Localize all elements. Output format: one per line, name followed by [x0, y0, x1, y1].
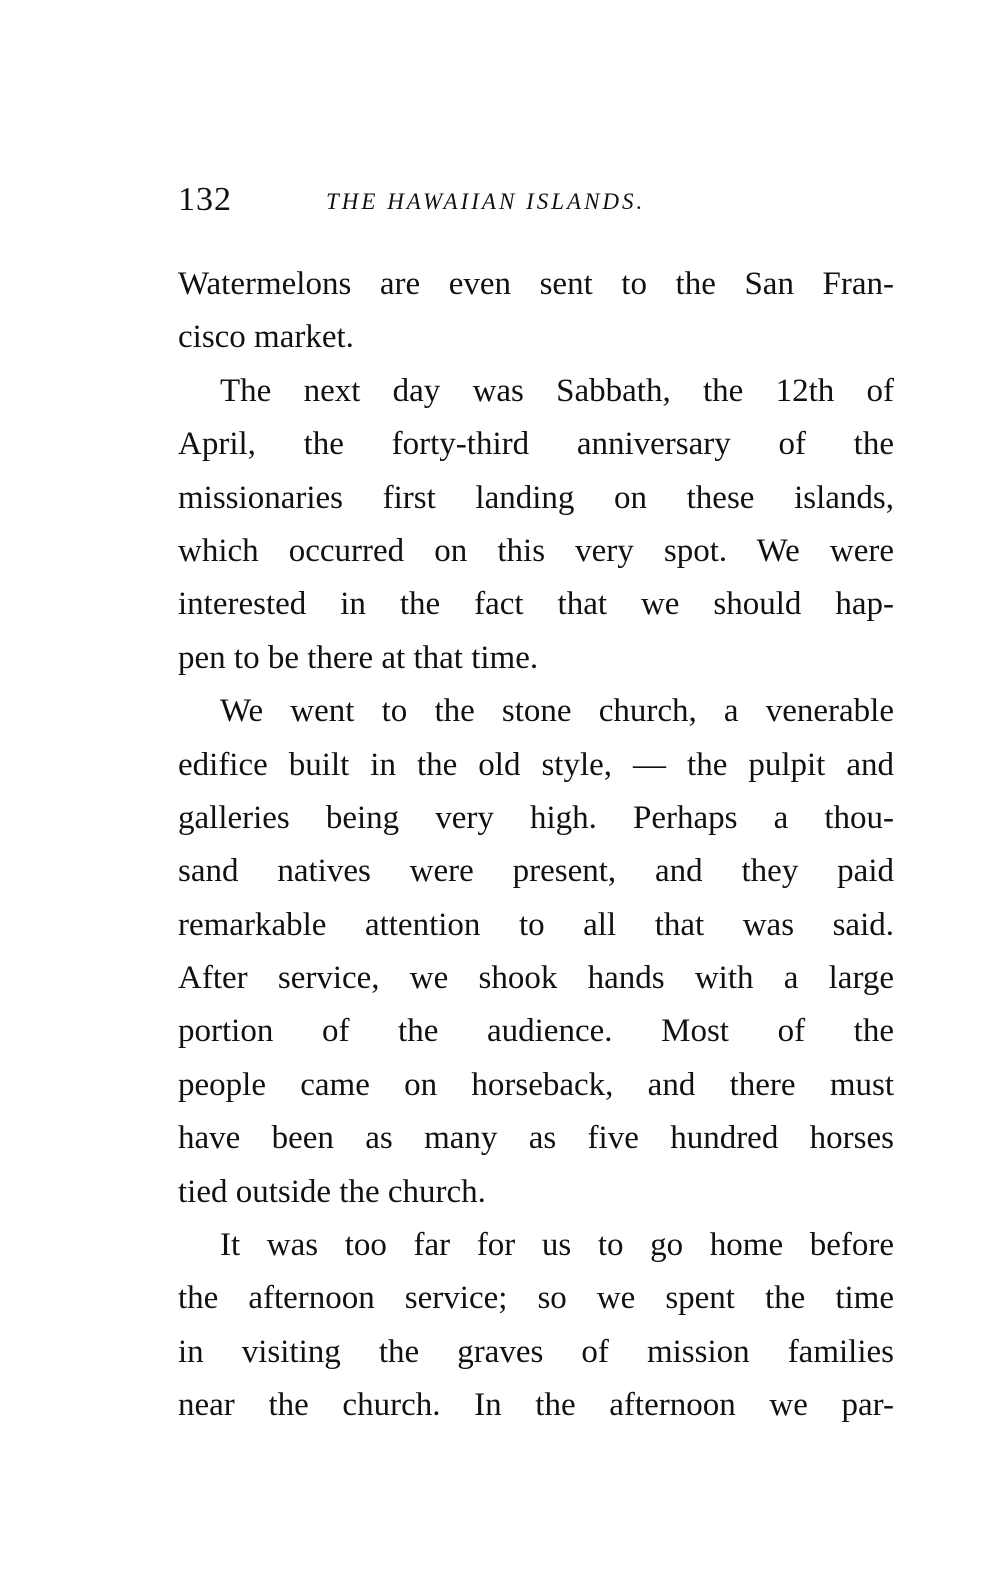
text-line: cisco market.	[178, 319, 354, 356]
text-line: It was too far for us to go home before	[220, 1227, 894, 1264]
text-line: remarkable attention to all that was said.	[178, 906, 894, 943]
text-line: The next day was Sabbath, the 12th of	[220, 372, 894, 409]
text-line: Watermelons are even sent to the San Fran-	[178, 266, 894, 302]
page-number: 132	[178, 181, 232, 218]
text-line: April, the forty-third anniversary of the	[178, 426, 894, 463]
text-line: have been as many as five hundred horses	[178, 1120, 894, 1157]
text-line: the afternoon service; so we spent the time	[178, 1280, 894, 1317]
text-line: We went to the stone church, a venerable	[220, 693, 894, 730]
running-title: THE HAWAIIAN ISLANDS.	[326, 189, 646, 214]
text-line: sand natives were present, and they paid	[178, 853, 894, 890]
text-line: pen to be there at that time.	[178, 639, 539, 676]
text-line: which occurred on this very spot. We were	[178, 532, 894, 569]
text-line: galleries being very high. Perhaps a thou-	[178, 799, 894, 836]
body-text	[178, 258, 894, 1433]
text-line: tied outside the church.	[178, 1173, 486, 1210]
text-line: near the church. In the afternoon we par-	[178, 1387, 894, 1424]
text-line: missionaries first landing on these islands,	[178, 479, 894, 516]
text-line: interested in the fact that we should hap-	[178, 586, 894, 623]
running-header	[178, 178, 898, 222]
text-line: in visiting the graves of mission families	[178, 1333, 894, 1370]
text-line: edifice built in the old style, — the pulpit and	[178, 746, 894, 783]
text-line: portion of the audience. Most of the	[178, 1013, 894, 1050]
text-line: people came on horseback, and there must	[178, 1066, 894, 1103]
text-line: After service, we shook hands with a large	[178, 960, 894, 997]
